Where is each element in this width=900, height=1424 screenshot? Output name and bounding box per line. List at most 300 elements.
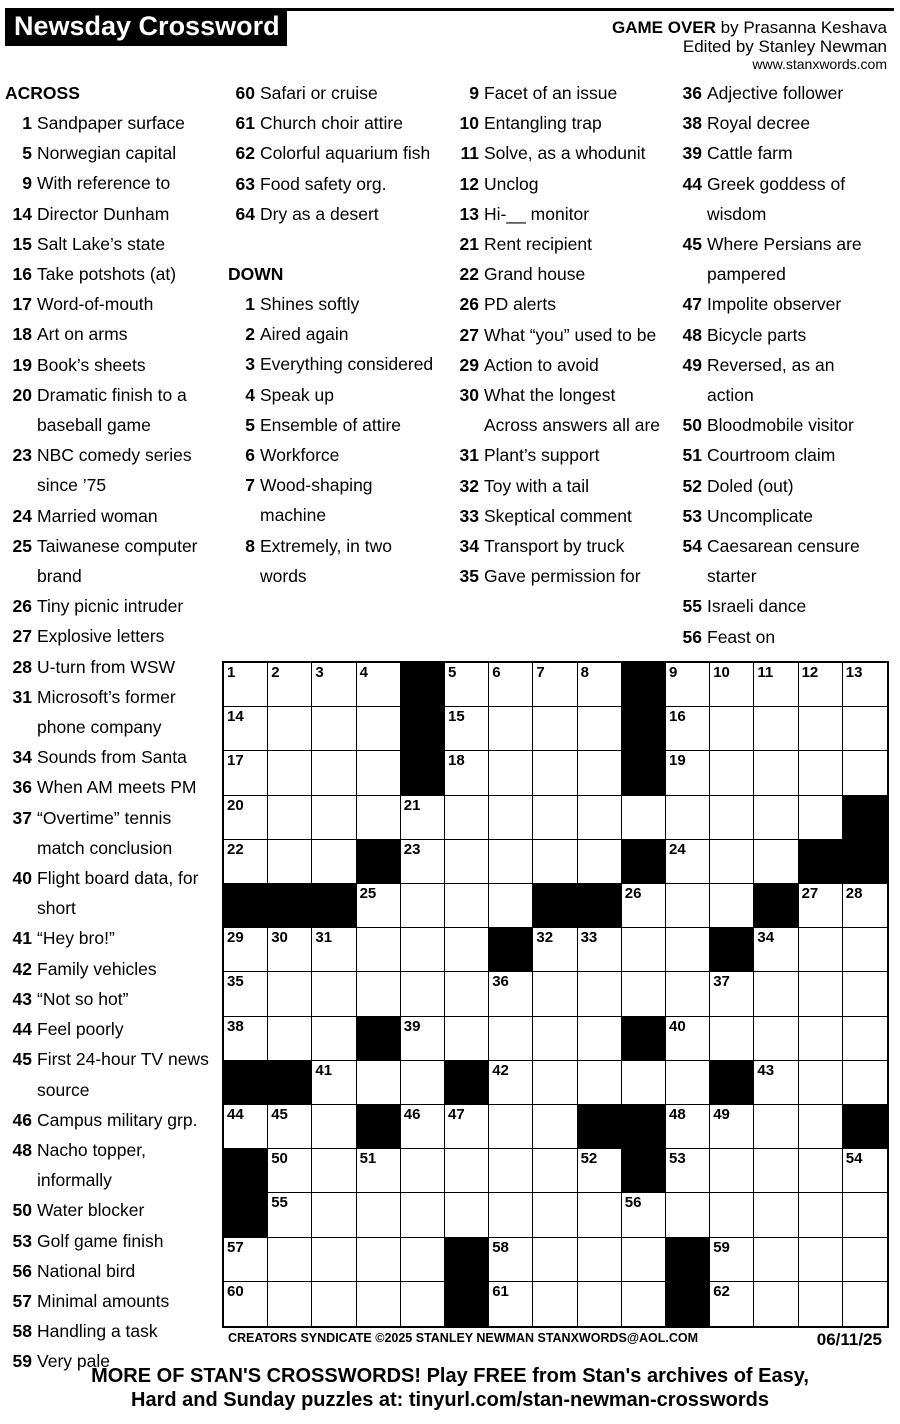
across-clue-48[interactable] — [5, 1135, 215, 1195]
down-clue-44[interactable] — [675, 169, 885, 229]
grid-cell[interactable] — [710, 1238, 754, 1282]
grid-cell[interactable] — [268, 1149, 312, 1193]
grid-cell[interactable] — [489, 663, 533, 707]
grid-cell[interactable] — [666, 663, 710, 707]
grid-cell[interactable] — [710, 796, 754, 840]
grid-cell[interactable] — [401, 840, 445, 884]
down-clue-13[interactable] — [452, 199, 662, 229]
grid-cell[interactable] — [224, 972, 268, 1016]
grid-cell[interactable] — [445, 1017, 489, 1061]
across-clue-19[interactable] — [5, 350, 215, 380]
grid-cell[interactable] — [710, 707, 754, 751]
grid-cell[interactable] — [799, 928, 843, 972]
grid-cell[interactable] — [622, 1238, 666, 1282]
grid-cell[interactable] — [268, 972, 312, 1016]
cell-number: 8 — [580, 664, 589, 681]
down-clue-12[interactable] — [452, 169, 662, 199]
grid-cell[interactable] — [533, 707, 577, 751]
clue-number: 48 — [12, 1139, 32, 1160]
grid-cell[interactable] — [578, 972, 622, 1016]
across-clue-53[interactable] — [5, 1226, 215, 1256]
grid-cell[interactable] — [533, 1149, 577, 1193]
grid-cell[interactable] — [533, 663, 577, 707]
grid-cell[interactable] — [843, 1017, 887, 1061]
cell-number: 27 — [801, 885, 819, 902]
cell-number: 44 — [227, 1106, 244, 1123]
grid-cell[interactable] — [622, 1282, 666, 1326]
grid-cell[interactable] — [401, 1238, 445, 1282]
across-clue-27[interactable] — [5, 621, 215, 651]
grid-cell[interactable] — [312, 1061, 356, 1105]
down-clue-26[interactable] — [452, 289, 662, 319]
across-clue-41[interactable] — [5, 923, 215, 953]
grid-cell[interactable] — [666, 751, 710, 795]
down-clue-31[interactable] — [452, 440, 662, 470]
grid-cell[interactable] — [224, 928, 268, 972]
grid-cell[interactable] — [224, 1017, 268, 1061]
grid-cell[interactable] — [710, 1105, 754, 1149]
across-clue-9[interactable] — [5, 168, 215, 198]
grid-cell[interactable] — [754, 1061, 798, 1105]
grid-cell[interactable] — [622, 928, 666, 972]
clue-number: 38 — [682, 113, 702, 134]
grid-cell[interactable] — [312, 707, 356, 751]
grid-cell[interactable] — [357, 1061, 401, 1105]
grid-cell[interactable] — [754, 1238, 798, 1282]
grid-cell[interactable] — [445, 1105, 489, 1149]
grid-cell[interactable] — [754, 751, 798, 795]
down-clue-55[interactable] — [675, 591, 885, 621]
down-clue-29[interactable] — [452, 350, 662, 380]
grid-cell[interactable] — [799, 1282, 843, 1326]
grid-cell[interactable] — [268, 1193, 312, 1237]
down-clue-56[interactable] — [675, 622, 885, 652]
grid-cell[interactable] — [666, 796, 710, 840]
grid-cell[interactable] — [578, 707, 622, 751]
across-clue-56[interactable] — [5, 1256, 215, 1286]
grid-cell[interactable] — [312, 751, 356, 795]
grid-cell[interactable] — [622, 1061, 666, 1105]
grid-cell[interactable] — [666, 1105, 710, 1149]
grid-cell[interactable] — [710, 884, 754, 928]
cell-number: 29 — [227, 929, 244, 947]
grid-cell[interactable] — [489, 1017, 533, 1061]
across-clue-34[interactable] — [5, 742, 215, 772]
grid-cell[interactable] — [489, 1238, 533, 1282]
grid-cell[interactable] — [843, 1193, 887, 1237]
grid-cell[interactable] — [578, 1149, 622, 1193]
grid-cell[interactable] — [357, 796, 401, 840]
down-clue-27[interactable] — [452, 320, 662, 350]
grid-cell[interactable] — [843, 707, 887, 751]
grid-cell[interactable] — [843, 884, 887, 928]
grid-cell[interactable] — [401, 1017, 445, 1061]
across-clue-1[interactable] — [5, 108, 215, 138]
clue-column-1 — [5, 78, 215, 1377]
grid-cell[interactable] — [578, 663, 622, 707]
black-square — [224, 884, 268, 928]
clue-number: 45 — [682, 234, 702, 255]
down-clue-36[interactable] — [675, 78, 885, 108]
grid-cell[interactable] — [489, 1061, 533, 1105]
grid-cell[interactable] — [666, 972, 710, 1016]
site-link[interactable]: www.stanxwords.com — [752, 56, 887, 72]
grid-cell[interactable] — [754, 663, 798, 707]
grid-cell[interactable] — [666, 884, 710, 928]
across-clue-45[interactable] — [5, 1044, 215, 1104]
promo-banner — [0, 1364, 900, 1412]
grid-cell[interactable] — [489, 796, 533, 840]
grid-cell[interactable] — [754, 972, 798, 1016]
grid-cell[interactable] — [445, 1193, 489, 1237]
grid-cell[interactable] — [312, 928, 356, 972]
down-clue-21[interactable] — [452, 229, 662, 259]
clue-text: Solve, as a whodunit — [484, 143, 646, 164]
grid-cell[interactable] — [357, 928, 401, 972]
grid-cell[interactable] — [578, 1017, 622, 1061]
black-square — [312, 884, 356, 928]
down-clue-53[interactable] — [675, 501, 885, 531]
grid-cell[interactable] — [843, 1149, 887, 1193]
clue-number: 42 — [12, 958, 32, 979]
grid-cell[interactable] — [312, 972, 356, 1016]
across-clue-57[interactable] — [5, 1286, 215, 1316]
grid-cell[interactable] — [710, 663, 754, 707]
grid-cell[interactable] — [357, 751, 401, 795]
grid-cell[interactable] — [754, 1017, 798, 1061]
grid-cell[interactable] — [224, 707, 268, 751]
editor-line: Edited by Stanley Newman — [682, 37, 887, 56]
grid-cell[interactable] — [533, 1061, 577, 1105]
grid-cell[interactable] — [710, 840, 754, 884]
grid-cell[interactable] — [533, 1017, 577, 1061]
grid-cell[interactable] — [401, 1193, 445, 1237]
down-clue-3[interactable] — [228, 349, 438, 379]
clue-text: Courtroom claim — [707, 445, 836, 466]
grid-cell[interactable] — [533, 972, 577, 1016]
grid-cell[interactable] — [710, 751, 754, 795]
grid-cell[interactable] — [533, 840, 577, 884]
grid-cell[interactable] — [799, 1105, 843, 1149]
grid-cell[interactable] — [268, 1017, 312, 1061]
down-clue-32[interactable] — [452, 471, 662, 501]
grid-cell[interactable] — [710, 972, 754, 1016]
grid-cell[interactable] — [445, 1149, 489, 1193]
clue-number: 50 — [12, 1200, 32, 1221]
grid-cell[interactable] — [799, 751, 843, 795]
grid-cell[interactable] — [224, 1105, 268, 1149]
down-clue-11[interactable] — [452, 138, 662, 168]
across-clue-31[interactable] — [5, 682, 215, 742]
down-clue-52[interactable] — [675, 471, 885, 501]
grid-cell[interactable] — [489, 707, 533, 751]
grid-cell[interactable] — [312, 796, 356, 840]
grid-cell[interactable] — [799, 1017, 843, 1061]
across-clue-62[interactable] — [228, 138, 438, 168]
across-clue-50[interactable] — [5, 1195, 215, 1225]
cell-number: 38 — [227, 1017, 244, 1035]
across-clue-64[interactable] — [228, 199, 438, 229]
grid-cell[interactable] — [445, 928, 489, 972]
clue-text: Family vehicles — [37, 958, 157, 979]
down-clue-5[interactable] — [228, 410, 438, 440]
grid-cell[interactable] — [401, 796, 445, 840]
across-clue-18[interactable] — [5, 319, 215, 349]
grid-cell[interactable] — [489, 1282, 533, 1326]
grid-cell[interactable] — [401, 1061, 445, 1105]
grid-cell[interactable] — [489, 884, 533, 928]
down-clue-7[interactable] — [228, 470, 438, 530]
across-clue-14[interactable] — [5, 199, 215, 229]
grid-cell[interactable] — [622, 884, 666, 928]
grid-cell[interactable] — [622, 972, 666, 1016]
grid-cell[interactable] — [533, 1282, 577, 1326]
grid-cell[interactable] — [312, 1017, 356, 1061]
across-clue-61[interactable] — [228, 108, 438, 138]
clue-number: 60 — [235, 83, 255, 103]
grid-cell[interactable] — [357, 663, 401, 707]
grid-cell[interactable] — [754, 1282, 798, 1326]
grid-cell[interactable] — [401, 1105, 445, 1149]
across-clue-60[interactable] — [228, 78, 438, 108]
grid-cell[interactable] — [843, 1061, 887, 1105]
grid-cell[interactable] — [489, 1149, 533, 1193]
grid-cell[interactable] — [843, 972, 887, 1016]
grid-cell[interactable] — [578, 1061, 622, 1105]
grid-cell[interactable] — [666, 1193, 710, 1237]
across-clue-5[interactable] — [5, 138, 215, 168]
clue-number: 39 — [682, 143, 702, 164]
down-clue-50[interactable] — [675, 410, 885, 440]
grid-cell[interactable] — [799, 663, 843, 707]
grid-cell[interactable] — [622, 796, 666, 840]
grid-cell[interactable] — [401, 1282, 445, 1326]
grid-cell[interactable] — [357, 1193, 401, 1237]
grid-cell[interactable] — [268, 928, 312, 972]
grid-cell[interactable] — [357, 1149, 401, 1193]
grid-cell[interactable] — [445, 796, 489, 840]
grid-cell[interactable] — [533, 1193, 577, 1237]
down-clue-45[interactable] — [675, 229, 885, 289]
grid-cell[interactable] — [754, 840, 798, 884]
across-clue-15[interactable] — [5, 229, 215, 259]
across-clue-37[interactable] — [5, 803, 215, 863]
grid-cell[interactable] — [268, 1105, 312, 1149]
grid-cell[interactable] — [357, 707, 401, 751]
down-clue-47[interactable] — [675, 289, 885, 319]
grid-cell[interactable] — [312, 1238, 356, 1282]
grid-cell[interactable] — [754, 707, 798, 751]
grid-cell[interactable] — [799, 1193, 843, 1237]
grid-cell[interactable] — [843, 751, 887, 795]
grid-cell[interactable] — [401, 928, 445, 972]
grid-cell[interactable] — [489, 972, 533, 1016]
grid-cell[interactable] — [489, 840, 533, 884]
grid-cell[interactable] — [843, 928, 887, 972]
grid-cell[interactable] — [799, 884, 843, 928]
grid-cell[interactable] — [445, 707, 489, 751]
grid-cell[interactable] — [445, 884, 489, 928]
grid-cell[interactable] — [445, 972, 489, 1016]
clue-text: Action to avoid — [484, 354, 599, 375]
cell-number: 51 — [359, 1150, 377, 1168]
grid-cell[interactable] — [312, 1282, 356, 1326]
down-clue-22[interactable] — [452, 259, 662, 289]
grid-cell[interactable] — [799, 1149, 843, 1193]
down-clue-10[interactable] — [452, 108, 662, 138]
grid-cell[interactable] — [799, 1061, 843, 1105]
down-clue-34[interactable] — [452, 531, 662, 561]
down-clue-51[interactable] — [675, 440, 885, 470]
across-clue-23[interactable] — [5, 440, 215, 500]
down-clue-35[interactable] — [452, 561, 662, 591]
across-clue-40[interactable] — [5, 863, 215, 923]
grid-cell[interactable] — [312, 663, 356, 707]
grid-cell[interactable] — [666, 707, 710, 751]
grid-cell[interactable] — [268, 1238, 312, 1282]
grid-cell[interactable] — [445, 840, 489, 884]
across-clue-42[interactable] — [5, 954, 215, 984]
grid-cell[interactable] — [224, 840, 268, 884]
grid-cell[interactable] — [754, 796, 798, 840]
down-clue-39[interactable] — [675, 138, 885, 168]
grid-cell[interactable] — [710, 1282, 754, 1326]
grid-cell[interactable] — [578, 840, 622, 884]
grid-cell[interactable] — [666, 1061, 710, 1105]
down-clue-38[interactable] — [675, 108, 885, 138]
down-clue-6[interactable] — [228, 440, 438, 470]
down-clue-48[interactable] — [675, 320, 885, 350]
grid-cell[interactable] — [224, 663, 268, 707]
grid-cell[interactable] — [754, 928, 798, 972]
grid-cell[interactable] — [754, 1193, 798, 1237]
down-clue-33[interactable] — [452, 501, 662, 531]
grid-cell[interactable] — [533, 928, 577, 972]
grid-cell[interactable] — [578, 928, 622, 972]
grid-cell[interactable] — [445, 751, 489, 795]
grid-cell[interactable] — [401, 884, 445, 928]
grid-cell[interactable] — [799, 707, 843, 751]
cell-number: 61 — [492, 1282, 509, 1300]
grid-cell[interactable] — [578, 751, 622, 795]
across-clue-36[interactable] — [5, 772, 215, 802]
down-clue-1[interactable] — [228, 289, 438, 319]
grid-cell[interactable] — [799, 1238, 843, 1282]
grid-cell[interactable] — [533, 751, 577, 795]
grid-cell[interactable] — [224, 1238, 268, 1282]
grid-cell[interactable] — [357, 1282, 401, 1326]
grid-cell[interactable] — [843, 1282, 887, 1326]
syndicate-credit: CREATORS SYNDICATE ©2025 STANLEY NEWMAN STANXWORDS@AOL.COM — [228, 1331, 699, 1345]
clue-number: 34 — [12, 747, 32, 768]
grid-cell[interactable] — [224, 1282, 268, 1326]
down-clue-4[interactable] — [228, 380, 438, 410]
grid-cell[interactable] — [268, 796, 312, 840]
grid-cell[interactable] — [312, 1149, 356, 1193]
grid-cell[interactable] — [401, 1149, 445, 1193]
grid-cell[interactable] — [710, 1149, 754, 1193]
grid-cell[interactable] — [622, 1193, 666, 1237]
across-clue-16[interactable] — [5, 259, 215, 289]
grid-cell[interactable] — [754, 1105, 798, 1149]
grid-cell[interactable] — [666, 928, 710, 972]
grid-cell[interactable] — [578, 796, 622, 840]
grid-cell[interactable] — [578, 1282, 622, 1326]
grid-cell[interactable] — [710, 1193, 754, 1237]
grid-cell[interactable] — [489, 1105, 533, 1149]
grid-cell[interactable] — [666, 1017, 710, 1061]
grid-cell[interactable] — [799, 796, 843, 840]
clue-number: 61 — [235, 113, 255, 134]
promo-line-2[interactable]: Hard and Sunday puzzles at: tinyurl.com/stan-newman-crosswords — [131, 1389, 769, 1411]
across-clue-17[interactable] — [5, 289, 215, 319]
cell-number: 56 — [624, 1194, 642, 1212]
grid-cell[interactable] — [666, 1149, 710, 1193]
grid-cell[interactable] — [578, 1193, 622, 1237]
grid-cell[interactable] — [533, 1105, 577, 1149]
grid-cell[interactable] — [843, 1238, 887, 1282]
down-clue-8[interactable] — [228, 531, 438, 591]
cell-number: 13 — [845, 664, 863, 681]
grid-cell[interactable] — [268, 751, 312, 795]
grid-cell[interactable] — [710, 1017, 754, 1061]
grid-cell[interactable] — [533, 1238, 577, 1282]
grid-cell[interactable] — [799, 972, 843, 1016]
grid-cell[interactable] — [224, 796, 268, 840]
grid-cell[interactable] — [843, 663, 887, 707]
grid-cell[interactable] — [268, 1282, 312, 1326]
across-clue-25[interactable] — [5, 531, 215, 591]
across-clue-20[interactable] — [5, 380, 215, 440]
grid-cell[interactable] — [666, 840, 710, 884]
grid-cell[interactable] — [312, 1193, 356, 1237]
grid-cell[interactable] — [578, 1238, 622, 1282]
down-clue-49[interactable] — [675, 350, 885, 410]
across-clue-46[interactable] — [5, 1105, 215, 1135]
grid-cell[interactable] — [489, 1193, 533, 1237]
grid-cell[interactable] — [312, 1105, 356, 1149]
grid-cell[interactable] — [357, 1238, 401, 1282]
across-clue-63[interactable] — [228, 169, 438, 199]
clue-text: Campus military grp. — [37, 1109, 198, 1130]
cell-number: 24 — [669, 840, 686, 858]
grid-cell[interactable] — [357, 884, 401, 928]
grid-cell[interactable] — [357, 972, 401, 1016]
across-clue-28[interactable] — [5, 652, 215, 682]
down-clue-54[interactable] — [675, 531, 885, 591]
grid-cell[interactable] — [401, 972, 445, 1016]
grid-cell[interactable] — [268, 840, 312, 884]
grid-cell[interactable] — [489, 751, 533, 795]
across-clue-43[interactable] — [5, 984, 215, 1014]
across-clue-26[interactable] — [5, 591, 215, 621]
grid-cell[interactable] — [312, 840, 356, 884]
across-clue-58[interactable] — [5, 1316, 215, 1346]
down-clue-2[interactable] — [228, 319, 438, 349]
grid-cell[interactable] — [268, 663, 312, 707]
down-clue-9[interactable] — [452, 78, 662, 108]
grid-cell[interactable] — [268, 707, 312, 751]
across-clue-24[interactable] — [5, 501, 215, 531]
grid-cell[interactable] — [224, 751, 268, 795]
across-clue-44[interactable] — [5, 1014, 215, 1044]
grid-cell[interactable] — [754, 1149, 798, 1193]
grid-cell[interactable] — [533, 796, 577, 840]
clue-number: 22 — [459, 264, 479, 285]
clue-text: Grand house — [484, 264, 586, 285]
grid-cell[interactable] — [445, 663, 489, 707]
down-clue-30[interactable] — [452, 380, 662, 440]
